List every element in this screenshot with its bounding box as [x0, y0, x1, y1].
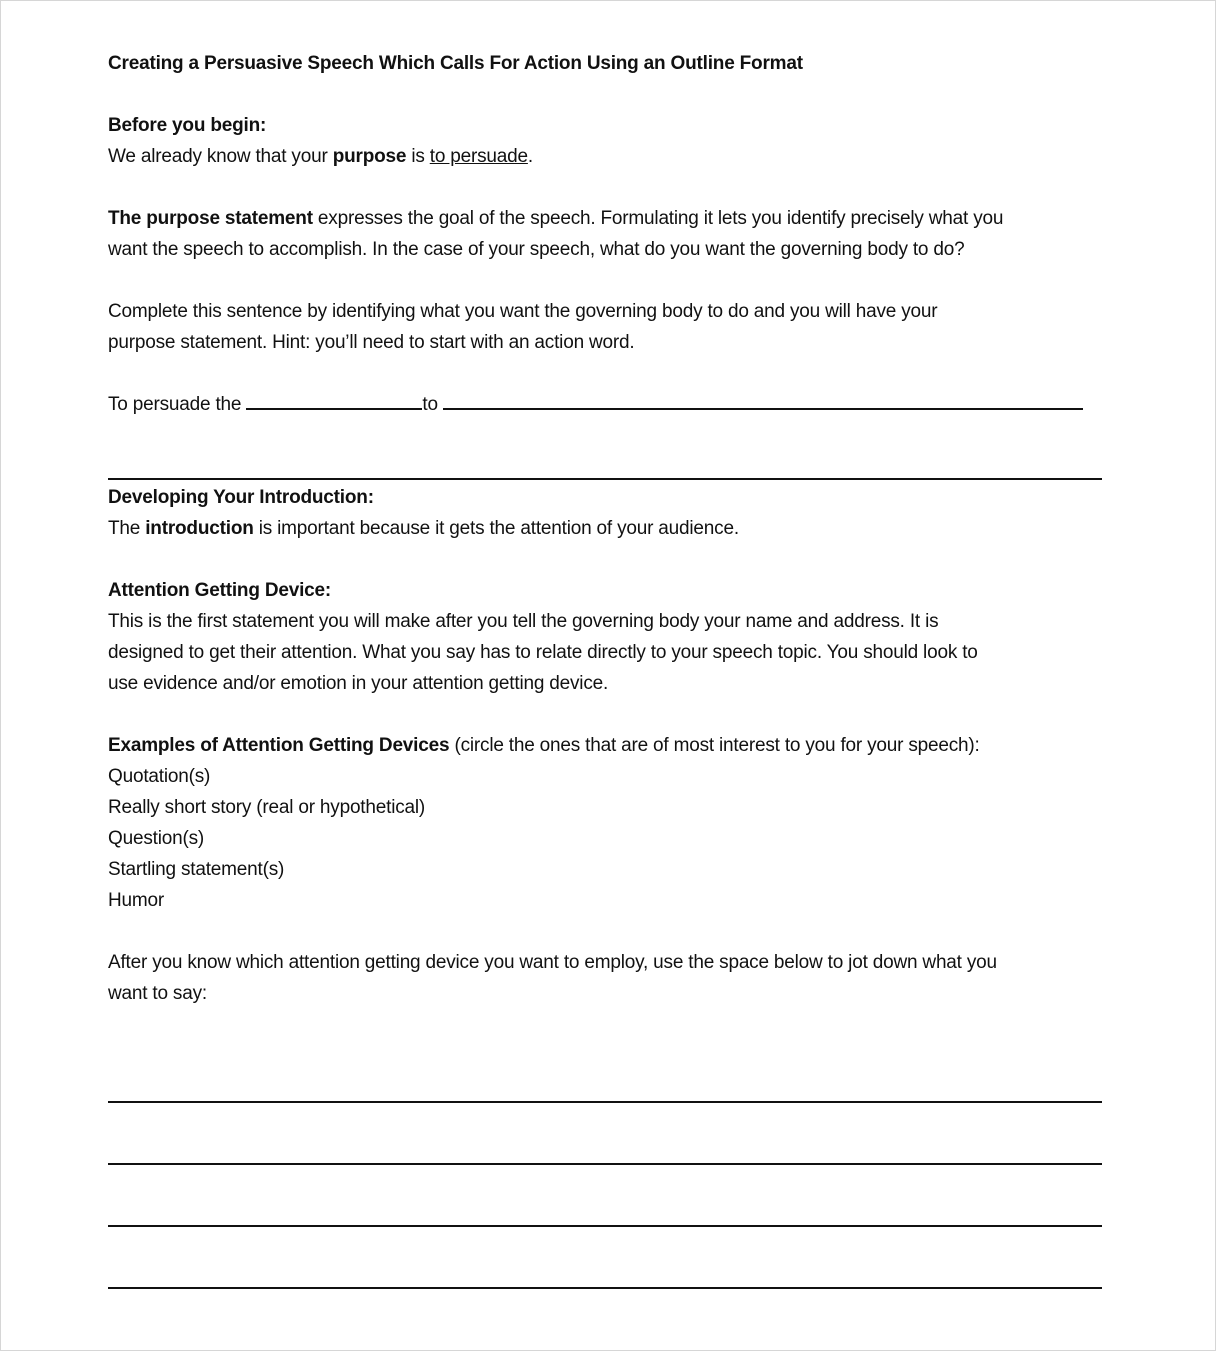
- before-bold: purpose: [332, 146, 407, 167]
- example-item: Question(s): [108, 828, 205, 849]
- document-title: Creating a Persuasive Speech Which Calls For Action Using an Outline Format: [108, 53, 803, 74]
- attention-line-1: This is the first statement you will make after you tell the governing body your name and address. It is: [108, 611, 939, 632]
- document-body: [108, 48, 1102, 1009]
- before-end: .: [527, 146, 533, 167]
- complete-line-2: purpose statement. Hint: you’ll need to start with an action word.: [108, 332, 635, 353]
- writing-line-1[interactable]: [108, 1101, 1102, 1103]
- writing-line-3[interactable]: [108, 1225, 1102, 1227]
- examples-heading-bold: Examples of Attention Getting Devices: [108, 735, 450, 756]
- before-line: [108, 141, 1102, 172]
- fill-in-part-1: To persuade the: [108, 394, 247, 415]
- introduction-pre: The: [108, 518, 146, 539]
- examples-heading-rest: (circle the ones that are of most interest to you for your speech):: [449, 735, 980, 756]
- introduction-heading: Developing Your Introduction:: [108, 487, 374, 508]
- after-line-1: After you know which attention getting device you want to employ, use the space below to jot down what you: [108, 952, 997, 973]
- writing-line-2[interactable]: [108, 1163, 1102, 1165]
- examples-heading: [108, 730, 1102, 761]
- fill-in-line: [108, 389, 1102, 420]
- before-heading: Before you begin:: [108, 115, 267, 136]
- writing-line-4[interactable]: [108, 1287, 1102, 1289]
- example-item: Quotation(s): [108, 766, 211, 787]
- purpose-rest: expresses the goal of the speech. Formulating it lets you identify precisely what you: [312, 208, 1004, 229]
- purpose-bold: The purpose statement: [108, 208, 313, 229]
- purpose-line-1: [108, 203, 1102, 234]
- introduction-rest: is important because it gets the attention of your audience.: [253, 518, 739, 539]
- before-underlined: to persuade: [429, 146, 528, 167]
- example-item: Startling statement(s): [108, 859, 285, 880]
- attention-line-2: designed to get their attention. What you say has to relate directly to your speech topic. You should look to: [108, 642, 978, 663]
- example-item: Really short story (real or hypothetical): [108, 797, 426, 818]
- fill-in-part-2: to: [422, 394, 443, 415]
- before-pre: We already know that your: [108, 146, 333, 167]
- purpose-line-2: want the speech to accomplish. In the case of your speech, what do you want the governing body to do?: [108, 239, 965, 260]
- introduction-bold: introduction: [145, 518, 254, 539]
- audience-blank[interactable]: [246, 390, 422, 410]
- introduction-line: [108, 513, 1102, 544]
- after-line-2: want to say:: [108, 983, 207, 1004]
- before-mid: is: [406, 146, 430, 167]
- attention-heading: Attention Getting Device:: [108, 580, 332, 601]
- attention-line-3: use evidence and/or emotion in your attention getting device.: [108, 673, 609, 694]
- purpose-writing-line[interactable]: [108, 478, 1102, 480]
- action-blank[interactable]: [443, 390, 1083, 410]
- example-item: Humor: [108, 890, 165, 911]
- complete-line-1: Complete this sentence by identifying what you want the governing body to do and you will have your: [108, 301, 938, 322]
